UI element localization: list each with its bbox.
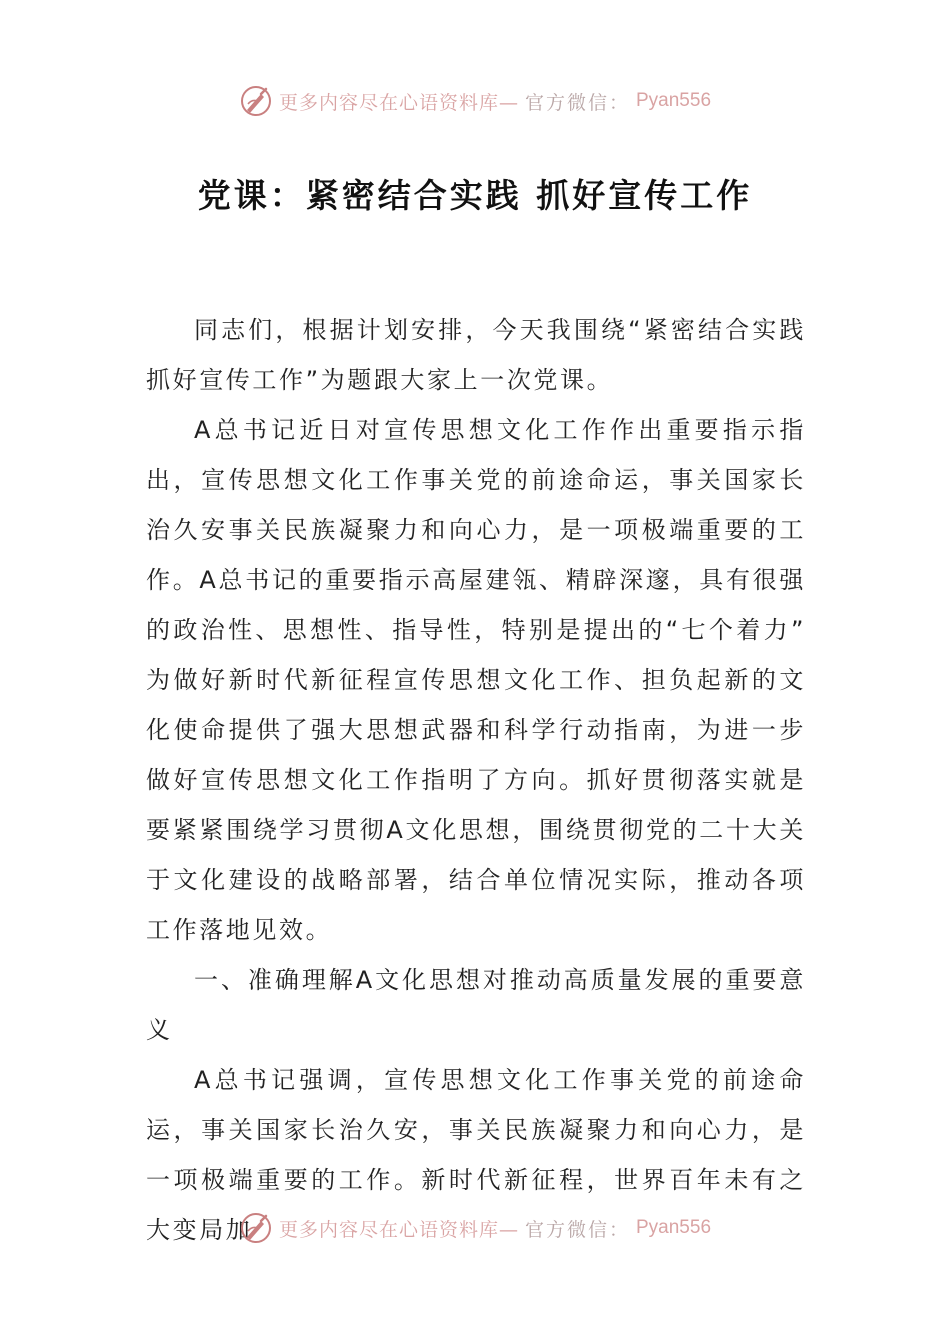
watermark-wechat-id: Pyan556 <box>636 1217 712 1238</box>
watermark-text: 更多内容尽在心语资料库— <box>278 91 519 114</box>
watermark-text: 更多内容尽在心语资料库— <box>278 1218 519 1241</box>
paragraph-intro: 同志们，根据计划安排，今天我围绕“紧密结合实践抓好宣传工作”为题跟大家上一次党课。 <box>146 316 806 394</box>
watermark-wechat-id: Pyan556 <box>636 90 712 111</box>
footer-watermark <box>0 1211 950 1245</box>
watermark-wechat-label: 官方微信： <box>524 91 630 114</box>
document-title: 党课：紧密结合实践 抓好宣传工作 <box>197 176 753 215</box>
paragraph-section-1: A总书记强调，宣传思想文化工作事关党的前途命运，事关国家长治久安，事关民族凝聚力和向心力，是一项极端重要的工作。新时代新征程，世界百年未有之大变局加 <box>146 1066 806 1244</box>
pen-logo-icon <box>239 84 273 118</box>
pen-logo-icon <box>239 1211 273 1245</box>
header-watermark <box>0 84 950 118</box>
watermark-wechat-label: 官方微信： <box>524 1218 630 1241</box>
section-heading-1: 一、准确理解A文化思想对推动高质量发展的重要意义 <box>146 966 806 1044</box>
paragraph-directive: A总书记近日对宣传思想文化工作作出重要指示指出，宣传思想文化工作事关党的前途命运，事关国家长治久安事关民族凝聚力和向心力，是一项极端重要的工作。A总书记的重要指示高屋建瓴、精辟深邃，具有很强的政治性、思想性、指导性，特别是提出的“七个着力” 为做好新时代新征程宣传思想文化工作、担负起新的文化使命提供了强大思想武器和科学行动指南，为进一步做好宣传思想文化工作指明了方向。抓好贯彻落实就是要紧紧围绕学习贯彻A文化思想，围绕贯彻党的二十大关于文化建设的战略部署，结合单位情况实际，推动各项工作落地见效。 <box>146 416 806 944</box>
document-body <box>146 305 806 1255</box>
